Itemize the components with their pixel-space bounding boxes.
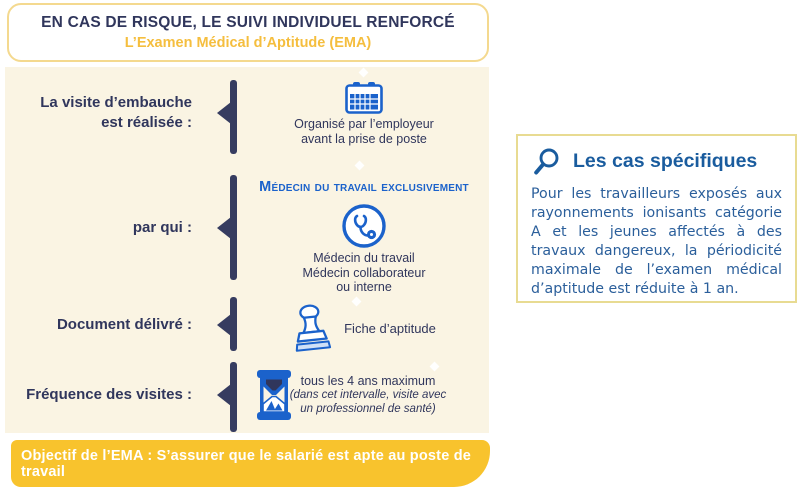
timeline-arrow [217, 217, 231, 239]
objective-banner [11, 440, 490, 487]
timeline-segment [230, 362, 237, 432]
timeline-segment [230, 175, 237, 280]
medecin-exclusivement-heading: Médecin du travail exclusivement [259, 179, 469, 195]
specific-cases-header [533, 147, 795, 176]
specific-cases-title: Les cas spécifiques [573, 150, 758, 172]
label-visite-embauche: La visite d’embauche est réalisée : [40, 94, 192, 131]
objective-text: Objectif de l’EMA : S’assurer que le salarié est apte au poste de travail [21, 447, 472, 480]
calendar-icon [345, 82, 383, 114]
header-card [7, 3, 489, 62]
timeline-segment [230, 297, 237, 351]
document-content [240, 302, 488, 354]
specific-cases-card [516, 134, 797, 303]
caption-document: Fiche d’aptitude [344, 320, 436, 336]
timeline-arrow [217, 102, 231, 124]
header-subtitle: L’Examen Médical d’Aptitude (EMA) [124, 35, 372, 51]
label-par-qui: par qui : [132, 219, 192, 236]
specific-cases-body: Pour les travailleurs exposés aux rayonnements ionisants catégorie A et les jeunes affectés à des travaux dangereux, la périodicité maximale de l’examen médical d’aptitude est réduite à 1 an. [531, 186, 782, 297]
timeline-arrow [217, 314, 231, 336]
label-document: Document délivré : [56, 316, 192, 333]
timeline-arrow [217, 384, 231, 406]
stethoscope-icon [341, 203, 387, 249]
caption-visite: Organisé par l’employeur avant la prise de poste [294, 117, 434, 146]
stamp-icon [292, 303, 332, 353]
header-title: EN CAS DE RISQUE, LE SUIVI INDIVIDUEL RENFORCÉ [41, 14, 455, 31]
caption-par-qui: Médecin du travail Médecin collaborateur ou interne [302, 251, 426, 294]
caption-frequence: tous les 4 ans maximum (dans cet intervalle, visite avec un professionnel de santé) [289, 374, 447, 415]
label-frequence: Fréquence des visites : [26, 386, 192, 403]
magnifier-icon [533, 147, 560, 176]
timeline-segment [230, 80, 237, 154]
